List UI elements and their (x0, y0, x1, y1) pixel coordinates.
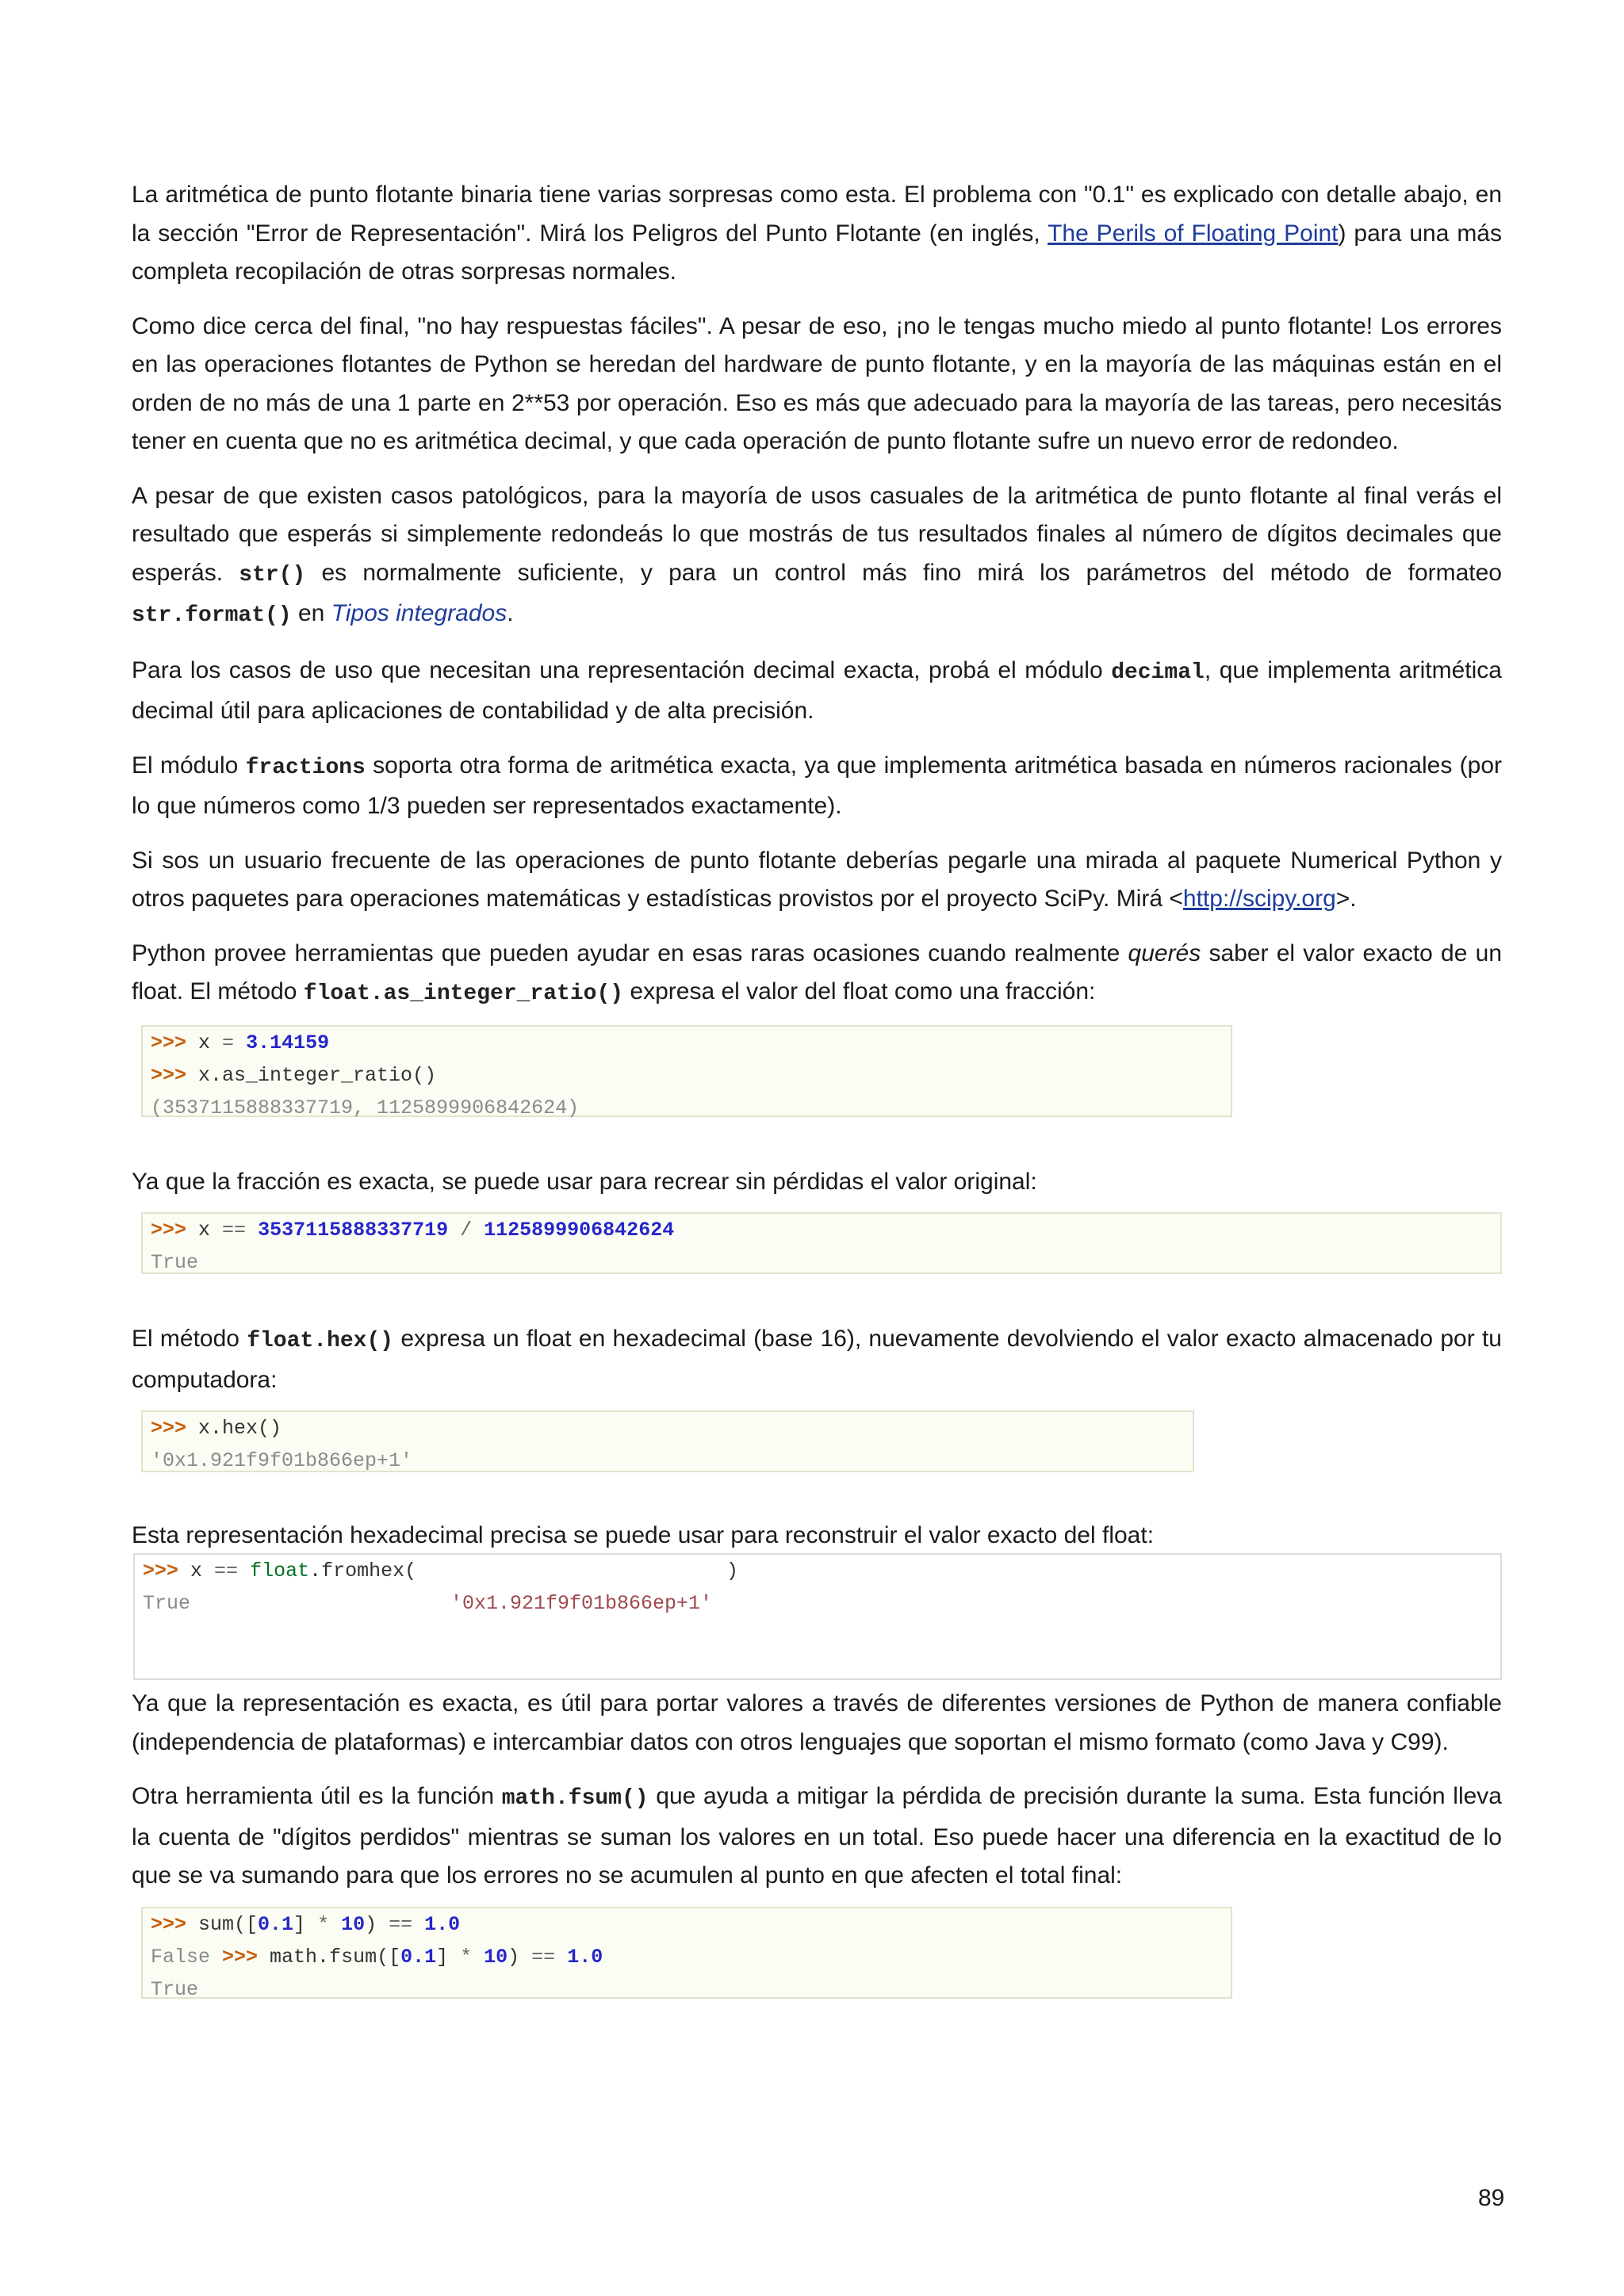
code-line (151, 1412, 1193, 1445)
paragraph-float-hex (132, 1320, 1502, 1399)
paragraph-decimal (132, 652, 1502, 731)
code-text: x.hex() (186, 1417, 282, 1440)
text: expresa un float en hexadecimal (base 16), nuevamente devolviendo el valor exacto almacenado por tu computadora: (132, 1326, 1502, 1393)
code-line (143, 1555, 1500, 1587)
code-text: math.fsum([ (258, 1945, 401, 1969)
text: El módulo (132, 752, 246, 779)
code-text: x.as_integer_ratio() (186, 1063, 437, 1087)
code-text: x (178, 1559, 215, 1582)
operator: = (222, 1031, 235, 1054)
text: >. (1335, 886, 1357, 912)
text: saber el valor exacto de un float. El método (132, 939, 1502, 1004)
inline-code-str-format: str.format() (132, 603, 292, 628)
scipy-link[interactable]: http://scipy.org (1182, 886, 1336, 912)
paragraph-hex-reconstruct: Esta representación hexadecimal precisa se puede usar para reconstruir el valor exacto del float: (132, 1522, 1155, 1548)
code-text: x (186, 1031, 223, 1054)
code-text: ) (365, 1912, 389, 1936)
code-output: '0x1.921f9f01b866ep+1' (151, 1449, 413, 1472)
text: es normalmente suficiente, y para un control más fino mirá los parámetros del método de formateo (305, 559, 1502, 586)
operator: == (531, 1945, 556, 1969)
code-block-fromhex (133, 1553, 1502, 1680)
code-output: (3537115888337719, 1125899906842624) (151, 1096, 580, 1119)
inline-code-as-integer-ratio: float.as_integer_ratio() (303, 982, 624, 1006)
code-text: sum([ (186, 1912, 259, 1936)
operator: == (389, 1912, 413, 1936)
operator: * (317, 1912, 330, 1936)
prompt: >>> (151, 1219, 187, 1242)
number: 3.14159 (246, 1031, 330, 1054)
paragraph-no-easy-answers: Como dice cerca del final, "no hay respuestas fáciles". A pesar de eso, ¡no le tengas mucho miedo al punto flotante! Los errores en las operaciones flotantes de Python se heredan del hardware de punto flotante, y en la mayoría de las máquinas están en el orden de no más de una 1 parte en 2**53 por operación. Eso es más que adecuado para la mayoría de las tareas, pero necesitás tener en cuenta que no es aritmética decimal, y que cada operación de punto flotante sufre un nuevo error de redondeo. (132, 312, 1502, 454)
text: A pesar de que existen casos patológicos, para la mayoría de usos casuales de la aritmética de punto flotante al final verás el resultado que esperás si simplemente redondeás lo que mostrás de tus resultados finales al número de dígitos decimales que esperás. (132, 482, 1502, 586)
code-block-fsum (141, 1907, 1232, 1999)
code-line (151, 1059, 1231, 1092)
text: Otra herramienta útil es la función (132, 1783, 502, 1809)
paragraph-fsum (132, 1777, 1502, 1896)
number: 1.0 (424, 1912, 461, 1936)
emphasis: querés (1128, 939, 1201, 966)
number: 10 (341, 1912, 366, 1936)
code-text: ] (293, 1912, 318, 1936)
page-number: 89 (1478, 2185, 1505, 2211)
string: '0x1.921f9f01b866ep+1' (450, 1592, 713, 1615)
paragraph-scipy (132, 842, 1502, 919)
paragraph-perils (132, 176, 1502, 292)
code-text: ] (436, 1945, 461, 1969)
number: 3537115888337719 (258, 1219, 449, 1242)
number: 1.0 (567, 1945, 603, 1969)
code-text: x (186, 1219, 223, 1242)
text: Python provee herramientas que pueden ayudar en esas raras ocasiones cuando realmente (132, 939, 1128, 966)
code-block-hex (141, 1410, 1194, 1472)
paragraph-integer-ratio (132, 935, 1502, 1014)
operator: == (222, 1219, 247, 1242)
code-line (143, 1587, 1500, 1620)
operator: * (460, 1945, 473, 1969)
code-output: True (143, 1592, 191, 1615)
paragraph-portability: Ya que la representación es exacta, es útil para portar valores a través de diferentes versiones de Python de manera confiable (independencia de plataformas) e intercambiar datos con otros lenguajes que soportan el mismo formato (como Java y C99). (132, 1690, 1502, 1755)
inline-code-decimal: decimal (1111, 660, 1205, 685)
text: , que implementa aritmética decimal útil para aplicaciones de contabilidad y de alta precisión. (132, 656, 1502, 724)
code-line (151, 1214, 1500, 1246)
text: expresa el valor del float como una fracción: (623, 978, 1096, 1004)
number: 1125899906842624 (484, 1219, 675, 1242)
prompt: >>> (151, 1031, 187, 1054)
text: El método (132, 1326, 247, 1352)
inline-code-fractions: fractions (245, 755, 366, 780)
text: ) para una más completa recopilación de otras sorpresas normales. (132, 220, 1502, 285)
perils-link[interactable]: The Perils of Floating Point (1048, 220, 1339, 247)
text: La aritmética de punto flotante binaria tiene varias sorpresas como esta. El problema con "0.1" es explicado con detalle abajo, en la sección "Error de Representación". Mirá los Peligros del Punto Flotante (en inglés, (132, 182, 1502, 247)
operator: / (460, 1219, 473, 1242)
text: en (291, 600, 331, 626)
text: Si sos un usuario frecuente de las operaciones de punto flotante deberías pegarle una mirada al paquete Numerical Python y otros paquetes para operaciones matemáticas y estadísticas provistos por el proyecto SciPy. Mirá < (132, 847, 1502, 912)
operator: == (214, 1559, 239, 1582)
prompt: >>> (151, 1417, 187, 1440)
inline-code-math-fsum: math.fsum() (501, 1786, 649, 1811)
prompt: >>> (143, 1559, 179, 1582)
number: 0.1 (400, 1945, 437, 1969)
text: . (507, 600, 514, 626)
paragraph-recreate: Ya que la fracción es exacta, se puede usar para recrear sin pérdidas el valor original: (132, 1168, 1037, 1195)
number: 10 (484, 1945, 508, 1969)
code-line (151, 1027, 1231, 1059)
code-text: .fromhex( (309, 1559, 417, 1582)
prompt: >>> (151, 1912, 187, 1936)
document-page (132, 176, 1502, 1999)
text: Para los casos de uso que necesitan una representación decimal exacta, probá el módulo (132, 656, 1112, 683)
inline-code-float-hex: float.hex() (247, 1329, 394, 1353)
paragraph-pathological (132, 477, 1502, 636)
builtin: float (250, 1559, 310, 1582)
paragraph-fractions (132, 747, 1502, 826)
number: 0.1 (258, 1912, 294, 1936)
code-line (151, 1941, 1231, 1973)
code-output: True (151, 1977, 199, 2001)
inline-code-str: str() (239, 562, 306, 587)
code-output: False (151, 1945, 211, 1969)
code-output: True (151, 1251, 199, 1274)
tipos-integrados-link[interactable]: Tipos integrados (331, 600, 508, 626)
text: que ayuda a mitigar la pérdida de precisión durante la suma. Esta función lleva la cuenta de "dígitos perdidos" mientras se suman los valores en un total. Eso puede hacer una diferencia en la exactitud de lo que se va sumando para que los errores no se acumulen al punto en que afecten el total final: (132, 1783, 1502, 1888)
text: soporta otra forma de aritmética exacta, ya que implementa aritmética basada en números racionales (por lo que números como 1/3 pueden ser representados exactamente). (132, 752, 1502, 819)
prompt: >>> (151, 1063, 187, 1087)
prompt: >>> (222, 1945, 259, 1969)
code-block-equality (141, 1212, 1502, 1274)
code-block-integer-ratio (141, 1025, 1232, 1117)
code-text: ) (508, 1945, 532, 1969)
code-line (151, 1908, 1231, 1941)
code-text: ) (726, 1559, 739, 1582)
